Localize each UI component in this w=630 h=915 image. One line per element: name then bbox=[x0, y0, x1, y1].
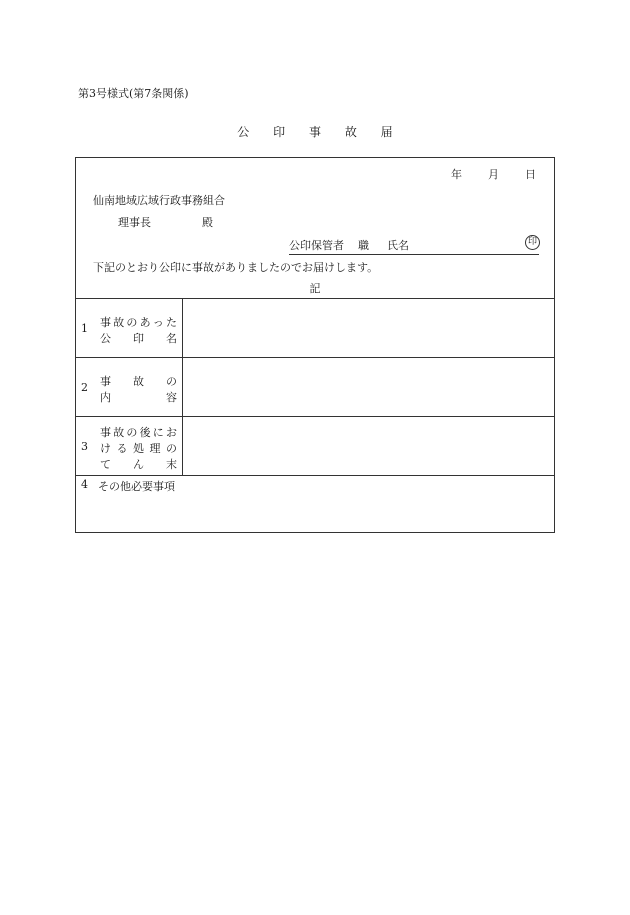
row-number: 4 bbox=[81, 478, 88, 491]
row-label-line bbox=[100, 440, 177, 456]
row-number: 1 bbox=[81, 322, 88, 335]
row-label-line bbox=[100, 456, 177, 472]
label-char: あ bbox=[139, 316, 151, 329]
row-label-line bbox=[100, 373, 177, 389]
label-char: け bbox=[100, 442, 111, 455]
name-label: 氏名 bbox=[387, 239, 409, 252]
label-char: に bbox=[152, 426, 164, 439]
label-char: 印 bbox=[133, 332, 144, 345]
addressee-title: 理事長 bbox=[118, 216, 151, 229]
label-char: 名 bbox=[166, 332, 177, 345]
position-label: 職 bbox=[358, 239, 369, 252]
label-char: 後 bbox=[139, 426, 151, 439]
column-divider bbox=[182, 298, 183, 475]
date-day: 日 bbox=[525, 168, 536, 181]
other-items-label: その他必要事項 bbox=[98, 480, 175, 493]
label-char: 内 bbox=[100, 391, 111, 404]
row-number: 2 bbox=[81, 381, 88, 394]
label-char: て bbox=[100, 458, 111, 471]
label-char: 事 bbox=[100, 426, 111, 439]
label-char: の bbox=[166, 442, 177, 455]
notice-text: 下記のとおり公印に事故がありましたのでお届けします。 bbox=[93, 261, 379, 274]
keeper-label: 公印保管者 bbox=[289, 239, 344, 252]
row-number: 3 bbox=[81, 440, 88, 453]
row-divider bbox=[76, 475, 554, 476]
label-char: 処 bbox=[133, 442, 144, 455]
seal-mark: 印 bbox=[525, 235, 540, 250]
title-char: 公 bbox=[237, 125, 250, 139]
document-title bbox=[0, 123, 630, 140]
row-divider bbox=[76, 298, 554, 299]
title-char: 事 bbox=[308, 125, 321, 139]
label-char: 容 bbox=[166, 391, 177, 404]
title-char: 印 bbox=[273, 125, 286, 139]
row-label-line bbox=[100, 314, 177, 330]
label-char: ん bbox=[133, 458, 144, 471]
addressee-org: 仙南地域広域行政事務組合 bbox=[93, 194, 225, 207]
row-divider bbox=[76, 416, 554, 417]
row-label-line bbox=[100, 330, 177, 346]
form-frame bbox=[75, 157, 555, 533]
label-char: の bbox=[126, 316, 138, 329]
label-char: っ bbox=[152, 316, 164, 329]
date-row bbox=[451, 166, 536, 182]
date-year: 年 bbox=[451, 168, 462, 181]
row-label-line bbox=[100, 389, 177, 405]
label-char: 事 bbox=[100, 316, 111, 329]
row-divider bbox=[76, 357, 554, 358]
form-number: 第3号様式(第7条関係) bbox=[78, 87, 189, 100]
label-char: 公 bbox=[100, 332, 111, 345]
honorific: 殿 bbox=[202, 216, 213, 229]
keeper-line bbox=[289, 237, 539, 255]
ki-heading: 記 bbox=[309, 282, 321, 295]
title-char: 届 bbox=[380, 125, 393, 139]
label-char: 故 bbox=[113, 426, 125, 439]
label-char: 故 bbox=[133, 375, 144, 388]
label-char: 理 bbox=[149, 442, 161, 455]
label-char: 事 bbox=[100, 375, 111, 388]
title-char: 故 bbox=[344, 125, 357, 139]
label-char: の bbox=[166, 375, 177, 388]
label-char: 末 bbox=[166, 458, 177, 471]
label-char: の bbox=[126, 426, 138, 439]
date-month: 月 bbox=[488, 168, 499, 181]
label-char: お bbox=[165, 426, 177, 439]
label-char: た bbox=[165, 316, 177, 329]
row-label-line bbox=[100, 424, 177, 440]
label-char: 故 bbox=[113, 316, 125, 329]
label-char: る bbox=[116, 442, 128, 455]
